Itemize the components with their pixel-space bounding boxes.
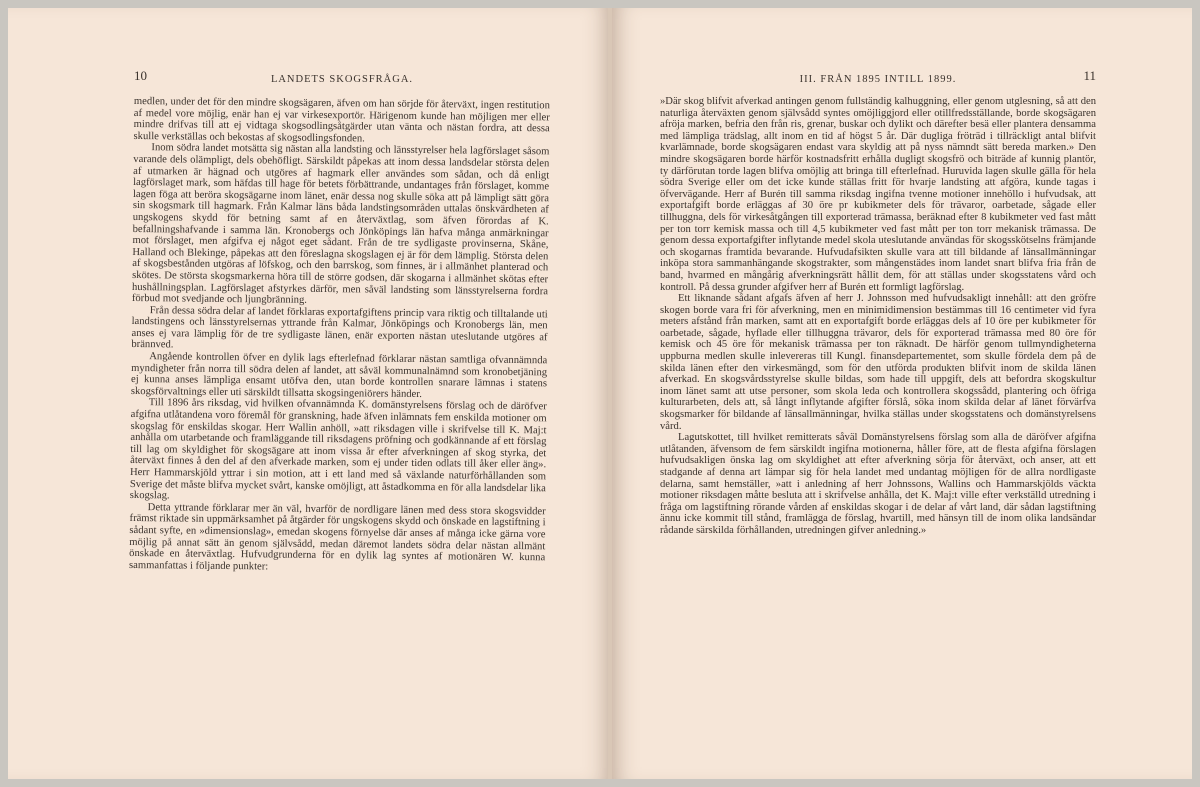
- paragraph: Inom södra landet motsätta sig nästan alla landsting och länsstyrelser hela lagförslaget såsom varande dels olämpligt, dels obehöfligt. Särskildt påpekas att inom dessa landsdelar största delen af utmarken är hägnad och utgöres af hagmark eller användes som sådan, och då enligt lagförslaget mark, som häfdas till hage för betets förbättrande, undantages från förslaget, komme lagen föga att beröra skogsägarne inom länet, enär dessa nog skulle söka att på lämpligt sätt göra sin skogsmark till hagmark. Från Kalmar läns båda landstingsområden uttalas önskvärdheten af ungskogens skydd för betning samt af en återväxtlag, som äfven förordas af K. befallningshafvande i samma län. Kronobergs och Jönköpings län hafva många anmärkningar mot förslaget, men afgifva ej något eget sådant. Från de tre sydligaste provinserna, Skåne, Halland och Blekinge, påpekas att den föreslagna skogslagen ej är för dem lämplig. Största delen af skogsbestånden utgöras af löfskog, och den barrskog, som finnes, är i allmänhet planterad och skötes. De största skogsmarkerna höra till de större godsen, där skogarna i allmänhet skötas efter hushållningsplan. Lagförslaget afstyrkes därför, men såväl landsting som länsstyrelserna fordra förbud mot svedjande och ljungbränning.: [131, 142, 550, 306]
- left-page-number: 10: [134, 68, 147, 83]
- left-running-head: LANDETS SKOGSFRÅGA.: [270, 74, 414, 85]
- book-spread: [8, 8, 1192, 779]
- paragraph: Ett liknande sådant afgafs äfven af herr J. Johnsson med hufvudsakligt innehåll: att den gröfre skogen borde vara fri för afverkning, men en minimidimension bestämmas till 16 centimeter vid fyra meters afstånd från marken, samt att en exportafgift borde erläggas dels af 10 öre per kubikmeter för oarbetade, sågade, hyflade eller tillhuggna trävaror, dels för exporterad trämassa med 80 öre för kemisk och 45 öre för mekanisk trämassa per ton räknadt. De härför genom tullmyndigheterna uppburna medlen skulle inlevereras till Kungl. finansdepartementet, som skulle fördela dem på de skilda länen efter den virkesmängd, som för den utförda produkten blifvit inom de skilda länen afverkad. En skogsvårdsstyrelse skulle bildas, som hade till uppgift, dels att befordra skogskultur inom länet samt att utse personer, som skola leda och kontrollera skogssådd, plantering och öfriga kulturarbeten, dels att, så långt inflytande afgifter förslå, söka inom skilda delar af länet förvärfva skogsmarker för bildande af länsallmänningar, hvilka ställas under skogsstatens och domänstyrelsens vård.: [660, 293, 1096, 432]
- right-body-text: [660, 96, 1096, 537]
- left-running-header: [134, 68, 550, 96]
- paragraph: Detta yttrande förklarar mer än väl, hvarför de nordligare länen med dess stora skogsvidder främst riktade sin uppmärksamhet på åtgärder för ungskogens skydd och önskade en lagstiftning i sådant syfte, en »dimensionslag», emedan skogens förnyelse där anses af många icke gärna vore möjlig på annat sätt än genom självsådd, medan däremot landets södra delar nästan allmänt önskade en återväxtlag. Hufvudgrunderna för en dylik lag syntes af motionären W. kunna sammanfattas i följande punkter:: [129, 501, 546, 573]
- paragraph: Angående kontrollen öfver en dylik lags efterlefnad förklarar nästan samtliga ofvannämnda myndigheter från norra till södra delen af landet, att såväl kommunalnämnd som kronobetjäning ej kunna anses lämpliga ensamt utöfva den, utan borde kontrollen snarare lämnas i statens skogsförvaltnings eller uti särskildt tillsatta skogsingeniörers händer.: [130, 351, 548, 400]
- right-running-header: [660, 68, 1096, 96]
- paragraph: medlen, under det för den mindre skogsägaren, äfven om han sörjde för återväxt, ingen restitution af medel vore möjlig, enär han ej var virkesexportör. Härigenom kunde han möjligen mer eller mindre drifvas till att ej vidtaga skogsodlingsåtgärder utan vänta och nästan fordra, att dessa skulle verkställas och bekostas af skogsodlingsfonden.: [133, 96, 550, 145]
- right-page-number: 11: [1083, 68, 1096, 83]
- paragraph: Från dessa södra delar af landet förklaras exportafgiftens princip vara riktig och tilltalande uti landstingens och länsstyrelsernas yttrande från Kalmar, Jönköpings och Kronobergs län, men anses ej vara lämplig för de tre sydligaste länen, enär exporten nästan uteslutande utgöres af brännved.: [131, 304, 548, 351]
- paragraph: Till 1896 års riksdag, vid hvilken ofvannämnda K. domänstyrelsens förslag och de däröfver afgifna utlåtandena voro föremål för granskning, hade äfven inlämnats fem enskilda motioner om skogslag för enskildas skogar. Herr Wallin anhöll, »att riksdagen ville i skrifvelse till K. Maj:t anhålla om utarbetande och framläggande till riksdagens pröfning och godkännande af ett förslag till lag om skyldighet för skogsägare att inom vissa år efter afverkningen af skog styrka, det återväxt finnes å den del af den afverkade marken, som ej under tiden odlats till åker eller äng». Herr Hammarskjöld yttrar i sin motion, att i ett land med så växlande naturförhållanden som Sverige det måste blifva mycket svårt, kanske omöjligt, att åstadkomma en för alla landsdelar lika skogslag.: [129, 397, 547, 502]
- paragraph: »Där skog blifvit afverkad antingen genom fullständig kalhuggning, eller genom utglesning, så att den naturliga återväxten genom självsådd syntes omöjliggjord eller otillfredsställande, borde skogsägaren afröja marken, befria den från ris, grenar, buskar och dylikt och därefter besä eller plantera densamma med lämpliga trädslag, allt inom en tid af högst 5 år. Där dugliga fröträd i tillräckligt antal blifvit kvarlämnade, borde skogsägaren endast vara skyldig att på nyss nämndt sätt bereda marken.» Den mindre skogsägaren borde härför kostnadsfritt erhålla dugligt skogsfrö och biträde af kunnig plantör, ty därförutan torde lagen blifva omöjlig att bringa till efterlefnad. Huruvida lagen skulle gälla för hela södra Sverige eller om det icke kunde ställas fritt för hvarje landsting att afgöra, kunde tagas i öfvervägande. Herr af Burén till samma riksdag ingifna tvenne motioner innehöllo i hufvudsak, att exportafgift borde erläggas af 30 öre pr kubikmeter dels för trävaror, oarbetade, sågade eller tillhuggna, dels för virkesåtgången till exporterad trämassa, beräknad efter 8 kubikmeter ved fast mått per ton torr kemisk massa och till 4,5 kubikmeter ved fast mått per ton torr mekanisk trämassa. De genom dessa exportafgifter inflytande medel skola uteslutande användas för skogsskötselns främjande och skogarnas framtida bevarande. Hufvudafsikten skulle vara att till bildande af länsallmänningar inköpa stora sammanhängande skogstrakter, som mångenstädes inom landet snart blifva fria från de band, hvarmed en mångårig afverkningsrätt hållit dem, för att ställas under skogsstatens vård och kontroll. På dessa grunder afgifver herr af Burén ett formligt lagförslag.: [660, 96, 1096, 293]
- left-body-text: [129, 96, 550, 576]
- left-page: [8, 8, 610, 779]
- right-running-head: III. FRÅN 1895 INTILL 1899.: [799, 74, 957, 85]
- right-page: [612, 8, 1192, 779]
- paragraph: Lagutskottet, till hvilket remitterats såväl Domänstyrelsens förslag som alla de däröfver afgifna utlåtanden, äfvensom de fem särskildt ingifna motionerna, håller före, att de flesta afgifna förslagen hufvudsakligen önska lag om skyldighet att efter afverkning sörja för återväxt, och anser, att ett stadgande af denna art lämpar sig för hela landet med undantag möjligen för de allra nordligaste delarna, samt hemställer, »att i anledning af herr Johnssons, Wallins och Hammarskjölds väckta motioner riksdagen måtte besluta att i skrifvelse anhålla, det K. Maj:t ville efter verkställd utredning i fråga om lagstiftning rörande vården af enskildas skogar i de delar af vårt land, där sådan lagstiftning ännu icke kommit till stånd, framlägga de förslag, hvartill, med hänsyn till de inom olika landsändar rådande särskilda förhållanden, utredningen gifver anledning.»: [660, 432, 1096, 536]
